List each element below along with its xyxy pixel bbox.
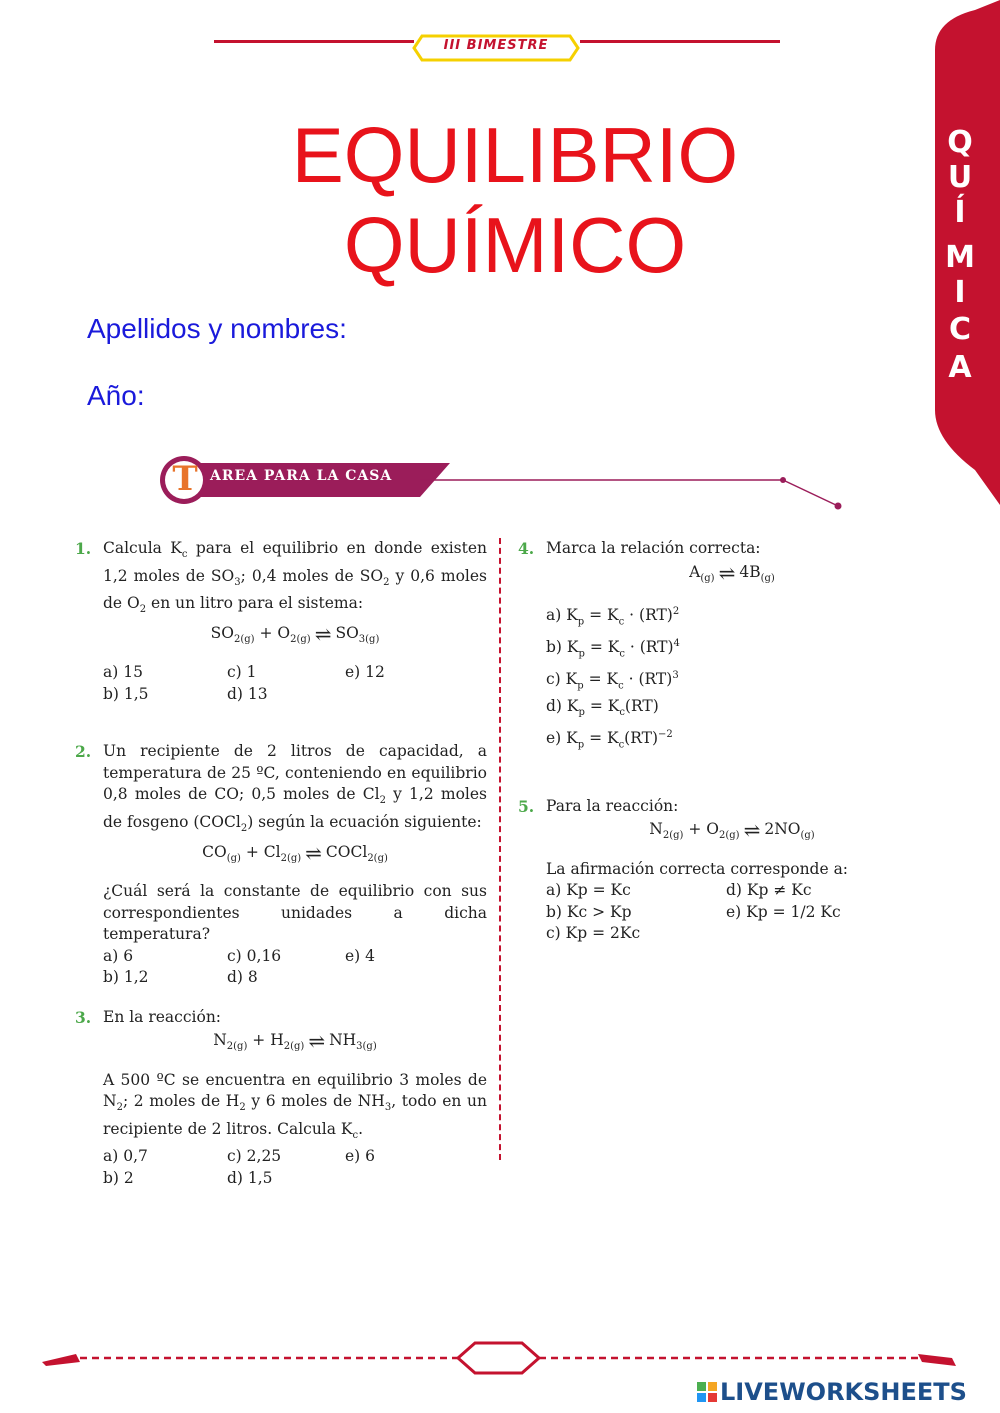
question-statement: La afirmación correcta corresponde a:	[546, 859, 849, 878]
option[interactable]: b) 1,2	[103, 968, 149, 987]
footer-ornament	[40, 1336, 960, 1380]
equilibrium-arrow-icon: ⇌	[308, 1029, 326, 1054]
option[interactable]: b) 1,5	[103, 684, 149, 703]
option[interactable]: e) $K_p = K_c(RT)^{-2}$	[546, 728, 673, 751]
question-text: Calcula $K_c$ para el equilibrio en donde existen 1,2 moles de $SO_3$; 0,4 moles de $SO_2$ y 0,6 moles de $O_2$ en un litro para el sistema:	[103, 539, 487, 616]
option[interactable]: d) 8	[227, 968, 258, 987]
question-3	[75, 1007, 487, 1190]
right-column	[518, 538, 918, 963]
option[interactable]: a) Kp = Kc	[546, 881, 631, 900]
page-title-line1: EQUILIBRIO	[291, 111, 739, 199]
question-intro: Para la reacción:	[546, 796, 679, 815]
question-1	[75, 538, 487, 705]
bimestre-label: III BIMESTRE	[443, 38, 549, 53]
header-line-right	[580, 40, 780, 43]
equilibrium-arrow-icon: ⇌	[718, 560, 736, 585]
option[interactable]: c) Kp = 2Kc	[546, 924, 641, 943]
option[interactable]: e) 4	[345, 946, 376, 965]
page-title-line2: QUÍMICO	[343, 201, 687, 289]
question-text: Un recipiente de 2 litros de capacidad, a temperatura de 25 ºC, conteniendo en equilibrio 0,8 moles de CO; 0,5 moles de $Cl_2$ y 1,2 moles de fosgeno (COCl$_2$) según la ecuación siguiente:	[103, 742, 487, 835]
option[interactable]: c) 1	[227, 663, 257, 682]
option[interactable]: c) $K_p = K_c \cdot (RT)^3$	[546, 669, 679, 691]
option[interactable]: e) 6	[345, 1147, 376, 1166]
homework-banner	[150, 455, 850, 515]
question-number: 1.	[75, 539, 92, 558]
option[interactable]: a) 15	[103, 663, 143, 682]
side-tab-letter: U	[947, 160, 973, 195]
equilibrium-arrow-icon: ⇌	[314, 621, 332, 646]
side-tab-letter: M	[945, 240, 975, 275]
option[interactable]: e) 12	[345, 663, 385, 682]
option[interactable]: b) 2	[103, 1168, 134, 1187]
option[interactable]: e) Kp = 1/2 Kc	[726, 902, 841, 921]
side-tab-letter: I	[954, 275, 966, 310]
option[interactable]: d) $K_p = K_c(RT)$	[546, 697, 659, 719]
answer-options	[103, 1146, 487, 1189]
reaction-equation: $CO_{(g)} + Cl_{2(g)}$ ⇌ COCl$_{2(g)}$	[202, 840, 388, 865]
reaction-equation: $N_{2(g)} + H_{2(g)}$ ⇌ $NH_{3(g)}$	[213, 1029, 377, 1054]
option[interactable]: a) $K_p = K_c \cdot (RT)^2$	[546, 606, 680, 628]
answer-options	[546, 880, 918, 945]
side-tab-letter: Q	[947, 125, 973, 160]
question-2	[75, 741, 487, 988]
option[interactable]: a) 6	[103, 946, 134, 965]
side-tab-letter: Í	[954, 195, 966, 230]
side-tab-letter: A	[948, 350, 972, 385]
question-number: 3.	[75, 1007, 92, 1027]
question-intro: Marca la relación correcta:	[546, 539, 761, 557]
option[interactable]: b) Kc > Kp	[546, 902, 632, 921]
banner-title: AREA PARA LA CASA	[210, 468, 393, 484]
answer-options	[546, 601, 918, 756]
option[interactable]: b) $K_p = K_c \cdot (RT)^4$	[546, 637, 680, 660]
question-intro: En la reacción:	[103, 1007, 222, 1026]
answer-options	[103, 946, 487, 989]
answer-options	[103, 662, 487, 705]
question-4	[518, 538, 918, 756]
column-divider	[499, 538, 501, 1160]
reaction-equation: $A_{(g)}$ ⇌ $4B_{(g)}$	[689, 560, 775, 585]
header-line-left	[214, 40, 414, 43]
question-number: 2.	[75, 742, 92, 762]
names-label: Apellidos y nombres:	[87, 313, 347, 344]
option[interactable]: d) Kp ≠ Kc	[726, 881, 812, 900]
question-number: 5.	[518, 796, 535, 816]
year-label: Año:	[87, 380, 145, 411]
option[interactable]: c) 2,25	[227, 1147, 282, 1166]
question-5	[518, 796, 918, 945]
equilibrium-arrow-icon: ⇌	[305, 840, 322, 865]
question-prompt: ¿Cuál será la constante de equilibrio con sus correspondientes unidades a dicha temperatura?	[103, 882, 487, 944]
left-column	[75, 538, 487, 1207]
question-text: A 500 ºC se encuentra en equilibrio 3 moles de $N_2$; 2 moles de $H_2$ y 6 moles de $NH_3$, todo en un recipiente de 2 litros. Calcula $K_c$.	[103, 1070, 487, 1141]
option[interactable]: d) 13	[227, 684, 268, 703]
option[interactable]: a) 0,7	[103, 1147, 148, 1166]
option[interactable]: c) 0,16	[227, 946, 282, 965]
reaction-equation: $N_{2(g)} + O_{2(g)}$ ⇌ $2NO_{(g)}$	[649, 818, 815, 843]
liveworksheets-logo[interactable]: LIVEWORKSHEETS	[720, 1378, 967, 1406]
side-tab-letter: C	[948, 312, 972, 347]
option[interactable]: d) 1,5	[227, 1168, 273, 1187]
question-number: 4.	[518, 539, 535, 558]
equilibrium-arrow-icon: ⇌	[743, 818, 761, 843]
banner-initial: T	[172, 459, 198, 499]
liveworksheets-logo-icon	[697, 1382, 717, 1402]
reaction-equation: $SO_{2(g)} + O_{2(g)}$ ⇌ $SO_{3(g)}$	[210, 621, 380, 646]
